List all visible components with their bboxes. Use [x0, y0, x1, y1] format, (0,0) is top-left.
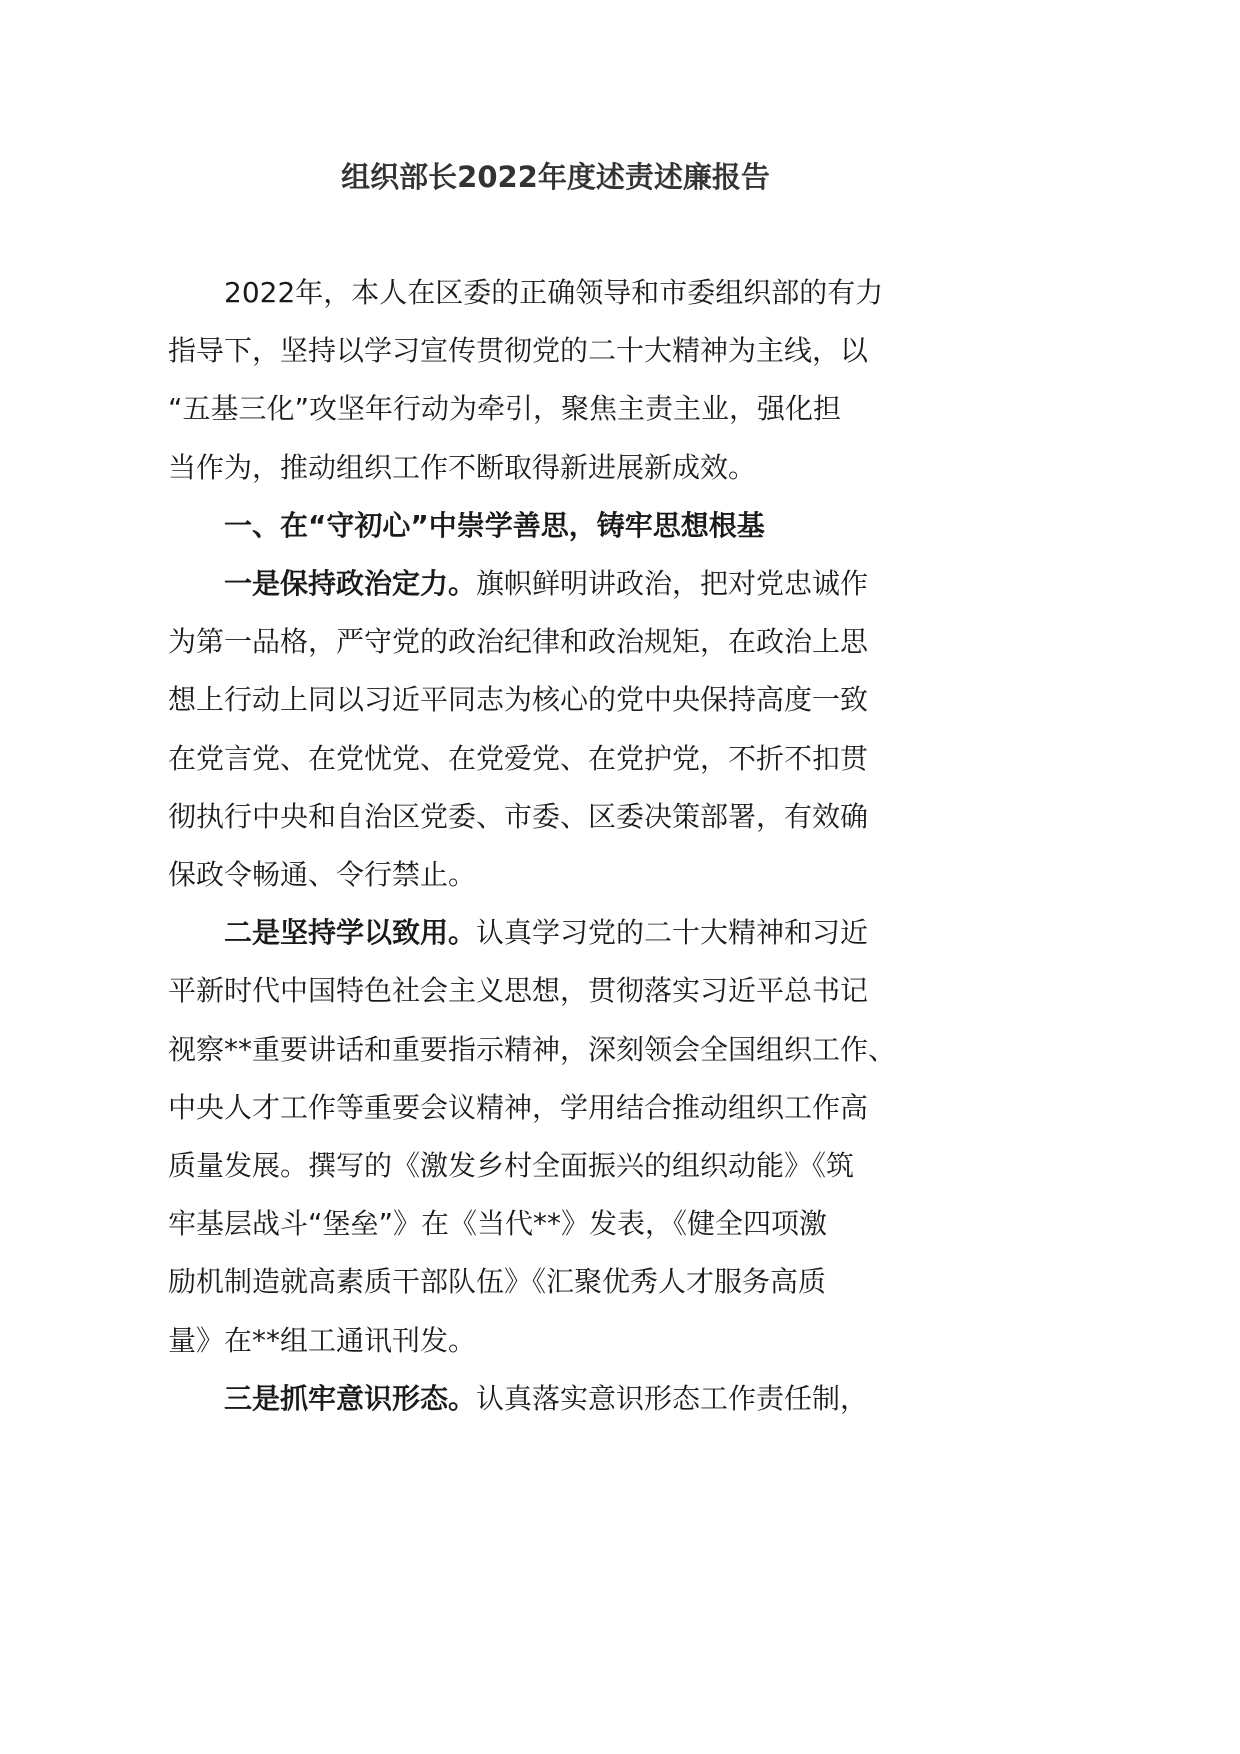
text-line: 中央人才工作等重要会议精神，学用结合推动组织工作高 [168, 1090, 869, 1124]
intro-paragraph [168, 264, 943, 497]
text-line: 指导下，坚持以学习宣传贯彻党的二十大精神为主线，以 [168, 334, 869, 368]
text-line: 彻执行中央和自治区党委、市委、区委决策部署，有效确 [168, 799, 869, 833]
text-line: 想上行动上同以习近平同志为核心的党中央保持高度一致 [168, 683, 869, 717]
document-body [168, 264, 943, 1428]
section-heading [168, 497, 943, 555]
text-line: 为第一品格，严守党的政治纪律和政治规矩，在政治上思 [168, 625, 869, 659]
item-lead: 二是坚持学以致用。 [224, 916, 477, 950]
item-text: 旗帜鲜明讲政治，把对党忠诚作 [476, 567, 869, 601]
text-line: 质量发展。撰写的《激发乡村全面振兴的组织动能》《筑 [168, 1149, 855, 1183]
text-line: 视察**重要讲话和重要指示精神，深刻领会全国组织工作、 [168, 1032, 897, 1066]
text-line: “五基三化”攻坚年行动为牵引，聚焦主责主业，强化担 [168, 392, 842, 426]
item-lead: 一是保持政治定力。 [224, 567, 477, 601]
item-paragraph-2 [168, 904, 943, 1370]
item-lead: 三是抓牢意识形态。 [224, 1381, 477, 1415]
section-heading-text: 一、在“守初心”中崇学善思，铸牢思想根基 [224, 508, 765, 542]
text-line: 在党言党、在党忧党、在党爱党、在党护党，不折不扣贯 [168, 741, 869, 775]
text-line: 2022年，本人在区委的正确领导和市委组织部的有力 [224, 276, 884, 309]
item-paragraph-1 [168, 555, 943, 904]
item-text: 认真落实意识形态工作责任制， [476, 1381, 869, 1415]
text-line: 保政令畅通、令行禁止。 [168, 858, 477, 892]
item-text: 认真学习党的二十大精神和习近 [476, 916, 869, 950]
text-line [168, 555, 943, 613]
text-line: 励机制造就高素质干部队伍》《汇聚优秀人才服务高质 [168, 1265, 827, 1299]
document-title: 组织部长2022年度述责述廉报告 [341, 160, 770, 194]
text-line [168, 1370, 943, 1428]
item-paragraph-3 [168, 1370, 943, 1428]
text-line: 当作为，推动组织工作不断取得新进展新成效。 [168, 450, 757, 484]
text-line: 平新时代中国特色社会主义思想，贯彻落实习近平总书记 [168, 974, 869, 1008]
text-line: 量》在**组工通讯刊发。 [168, 1323, 477, 1357]
text-line: 牢基层战斗“堡垒”》在《当代**》发表，《健全四项激 [168, 1207, 828, 1241]
text-line [168, 904, 943, 962]
